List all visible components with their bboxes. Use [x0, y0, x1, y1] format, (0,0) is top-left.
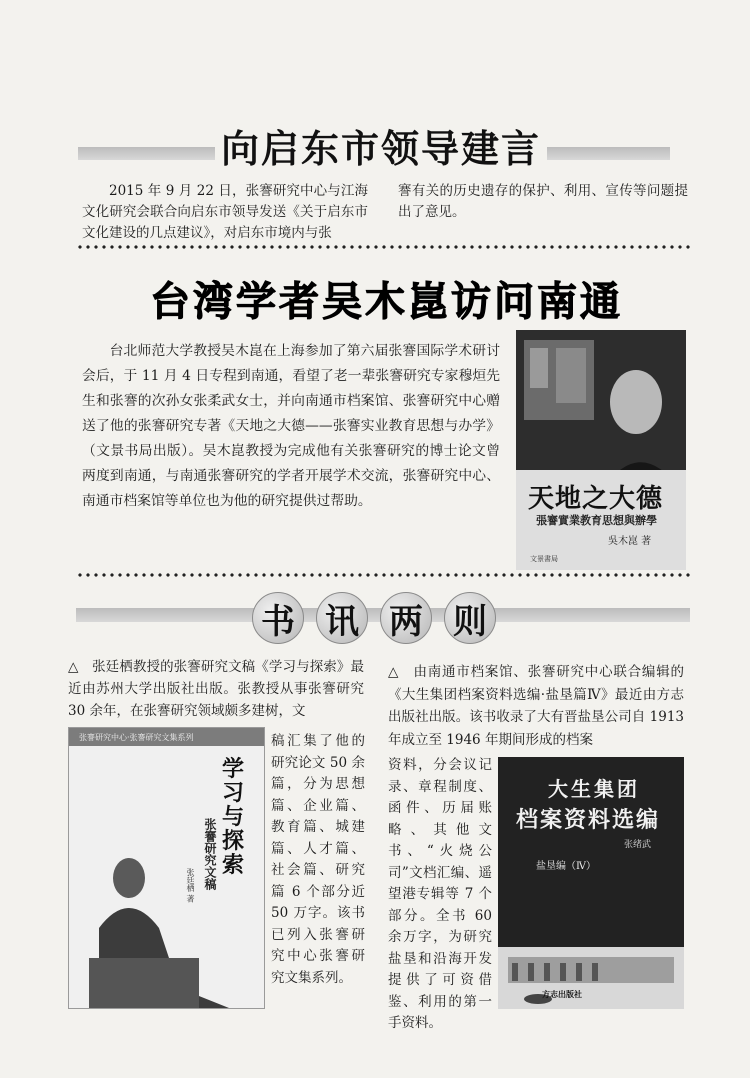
title-char-2: 讯: [316, 592, 368, 644]
xuexi-title-char: 习: [221, 781, 244, 806]
book2-intro: △ 由南通市档案馆、张謇研究中心联合编辑的《大生集团档案资料选编·盐垦篇Ⅳ》最近由方志出版社出版。该书收录了大有晋盐垦公司自 1913 年成立至 1946 年期间形成的档案: [388, 664, 684, 748]
book1-body-wrap: 稿汇集了他的研究论文 50 余篇，分为思想篇、企业篇、教育篇、城建篇、人才篇、社会篇、研究篇 6 个部分近 50 万字。该书已列入张謇研究中心张謇研究文集系列。: [271, 733, 365, 986]
article2-body: 台北师范大学教授吴木崑在上海参加了第六届张謇国际学术研讨会后，于 11 月 4 日专程到南通，看望了老一辈张謇研究专家穆烜先生和张謇的次孙女张柔武女士，并向南通市档案馆、张謇研究中心赠送了他的张謇研究专著《天地之大德——张謇实业教育思想与办学》（文景书局出版）。吴木崑教授为完成他有关张謇研究的博士论文曾两度到南通，与南通张謇研究的学者开展学术交流，张謇研究中心、南通市档案馆等单位也为他的研究提供过帮助。: [82, 343, 500, 509]
tiandi-cover-subtitle: 張謇實業教育思想與辦學: [536, 514, 657, 527]
book-cover-tiandi: [516, 330, 686, 570]
xuexi-title-char: 索: [221, 853, 244, 878]
article3-title: [252, 592, 496, 644]
dasheng-subtitle: 盐垦编（Ⅳ）: [536, 861, 596, 872]
divider-dots-1: [76, 244, 692, 250]
title-char-1: 书: [252, 592, 304, 644]
article1-col1: 2015 年 9 月 22 日，张謇研究中心与江海文化研究会联合向启东市领导发送《关于启东市文化建设的几点建议》，对启东市境内与张: [82, 183, 368, 241]
book-cover-dasheng: [498, 757, 684, 1009]
xuexi-title-char: 学: [221, 757, 244, 782]
divider-dots-2: [76, 572, 692, 578]
xuexi-title-char: 与: [221, 805, 244, 830]
xuexi-subtitle: 张謇研究文稿: [203, 818, 217, 890]
title-char-3: 两: [380, 592, 432, 644]
tiandi-cover-art: [516, 330, 686, 570]
article1-title: 向启东市领导建言: [215, 118, 547, 173]
tiandi-cover-author: 吳木崑 著: [608, 536, 652, 547]
dasheng-publisher: 方志出版社: [542, 989, 582, 999]
title-char-4: 则: [444, 592, 496, 644]
article2-title: 台湾学者吴木崑访问南通: [150, 279, 623, 325]
xuexi-title-char: 探: [221, 829, 244, 854]
tiandi-cover-title: 天地之大德: [528, 484, 664, 514]
book1-intro: △ 张廷栖教授的张謇研究文稿《学习与探索》最近由苏州大学出版社出版。张教授从事张謇研究 30 余年，在张謇研究领域颇多建树，文: [68, 659, 364, 719]
xuexi-author: 张廷栖 著: [186, 868, 195, 903]
article1-col2: 謇有关的历史遗存的保护、利用、宣传等问题提出了意见。: [398, 183, 688, 220]
dasheng-signature: 张绪武: [624, 840, 652, 850]
xuexi-cover-series: 张謇研究中心·张謇研究文集系列: [79, 733, 194, 742]
book-cover-xuexi: [68, 727, 265, 1009]
tiandi-cover-publisher: 文景書局: [530, 555, 558, 563]
xuexi-title: [219, 758, 247, 878]
dasheng-title2: 档案资料选编: [516, 807, 661, 833]
dasheng-title1: 大生集团: [548, 777, 640, 801]
book2-body-wrap: 资料，分会议记录、章程制度、函件、历届账略、其他文书、“火烧公司”文档汇编、遥望港专辑等 7 个部分。全书 60 余万字，为研究盐垦和沿海开发提供了可资借鉴、利用的第一手资料。: [388, 757, 492, 1031]
